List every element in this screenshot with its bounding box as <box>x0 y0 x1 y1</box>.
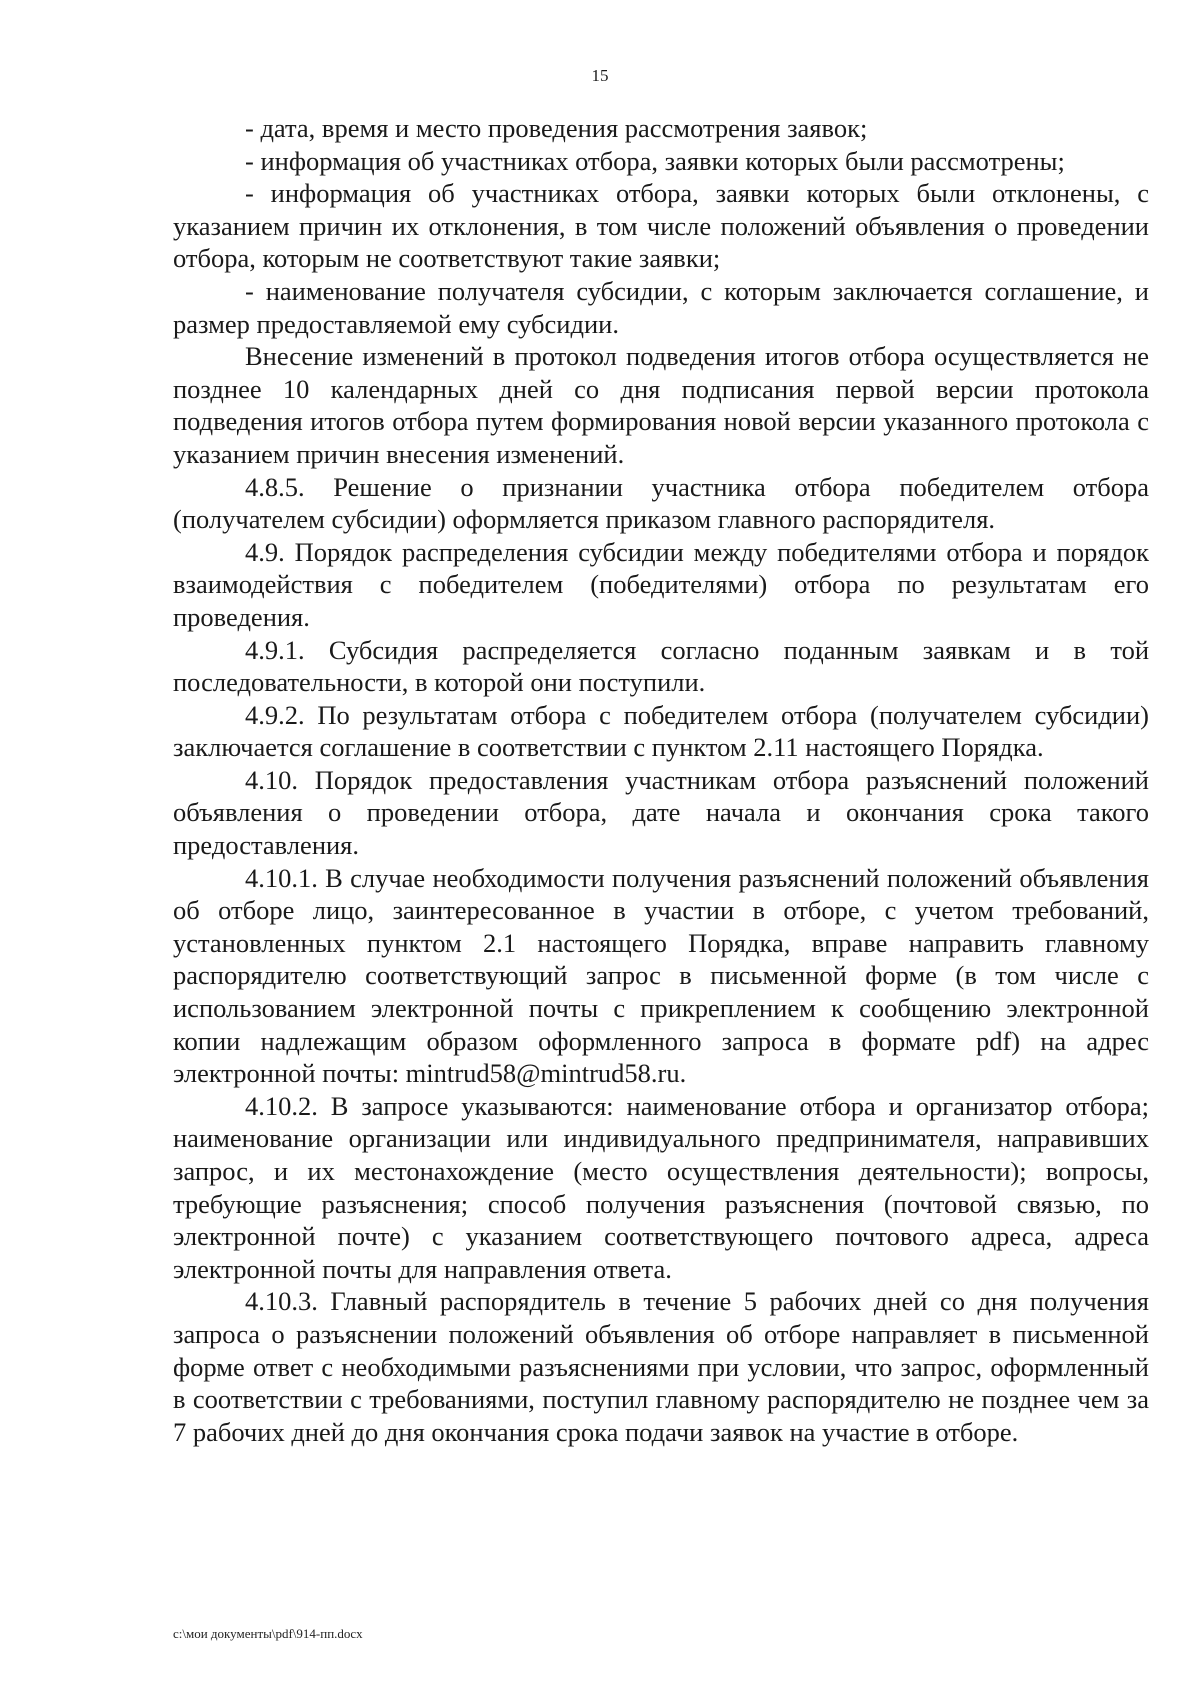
paragraph-4-9-2: 4.9.2. По результатам отбора с победителем отбора (получателем субсидии) заключается соглашение в соответствии с пунктом 2.11 настоящего Порядка. <box>173 699 1149 763</box>
paragraph-4-10-3: 4.10.3. Главный распорядитель в течение 5 рабочих дней со дня получения запроса о разъяснении положений объявления об отборе направляет в письменной форме ответ с необходимыми разъяснениями при условии, что запрос, оформленный в соответствии с требованиями, поступил главному распорядителю не позднее чем за 7 рабочих дней до дня окончания срока подачи заявок на участие в отборе. <box>173 1286 1149 1447</box>
paragraph-protocol-changes: Внесение изменений в протокол подведения итогов отбора осуществляется не позднее 10 календарных дней со дня подписания первой версии протокола подведения итогов отбора путем формирования новой версии указанного протокола с указанием причин внесения изменений. <box>173 341 1149 469</box>
paragraph-4-9-1: 4.9.1. Субсидия распределяется согласно поданным заявкам и в той последовательности, в которой они поступили. <box>173 634 1149 698</box>
paragraph-4-10-1: 4.10.1. В случае необходимости получения разъяснений положений объявления об отборе лицо, заинтересованное в участии в отборе, с учетом требований, установленных пунктом 2.1 настоящего Порядка, вправе направить главному распорядителю соответствующий запрос в письменной форме (в том числе с использованием электронной почты с прикреплением к сообщению электронной копии надлежащим образом оформленного запроса в формате pdf) на адрес электронной почты: mintrud58@mintrud58.ru. <box>173 862 1149 1089</box>
page-number: 15 <box>591 66 609 85</box>
paragraph-protocol-rejected: - информация об участниках отбора, заявки которых были отклонены, с указанием причин их отклонения, в том числе положений объявления о проведении отбора, которым не соответствуют такие заявки; <box>173 178 1149 274</box>
paragraph-4-10-2: 4.10.2. В запросе указываются: наименование отбора и организатор отбора; наименование организации или индивидуального предпринимателя, направивших запрос, и их местонахождение (место осуществления деятельности); вопросы, требующие разъяснения; способ получения разъяснения (почтовой связью, по электронной почте) с указанием соответствующего почтового адреса, адреса электронной почты для направления ответа. <box>173 1090 1149 1284</box>
footer-file-path: c:\мои документы\pdf\914-пп.docx <box>173 1626 363 1641</box>
document-body <box>173 112 1149 1448</box>
paragraph-protocol-recipient: - наименование получателя субсидии, с которым заключается соглашение, и размер предоставляемой ему субсидии. <box>173 275 1149 339</box>
paragraph-4-9: 4.9. Порядок распределения субсидии между победителями отбора и порядок взаимодействия с победителем (победителями) отбора по результатам его проведения. <box>173 536 1149 632</box>
paragraph-protocol-considered: - информация об участниках отбора, заявки которых были рассмотрены; <box>245 145 1065 176</box>
paragraph-4-10: 4.10. Порядок предоставления участникам отбора разъяснений положений объявления о проведении отбора, дате начала и окончания срока такого предоставления. <box>173 764 1149 861</box>
paragraph-protocol-date: - дата, время и место проведения рассмотрения заявок; <box>245 113 868 143</box>
paragraph-4-8-5: 4.8.5. Решение о признании участника отбора победителем отбора (получателем субсидии) оформляется приказом главного распорядителя. <box>173 471 1149 535</box>
